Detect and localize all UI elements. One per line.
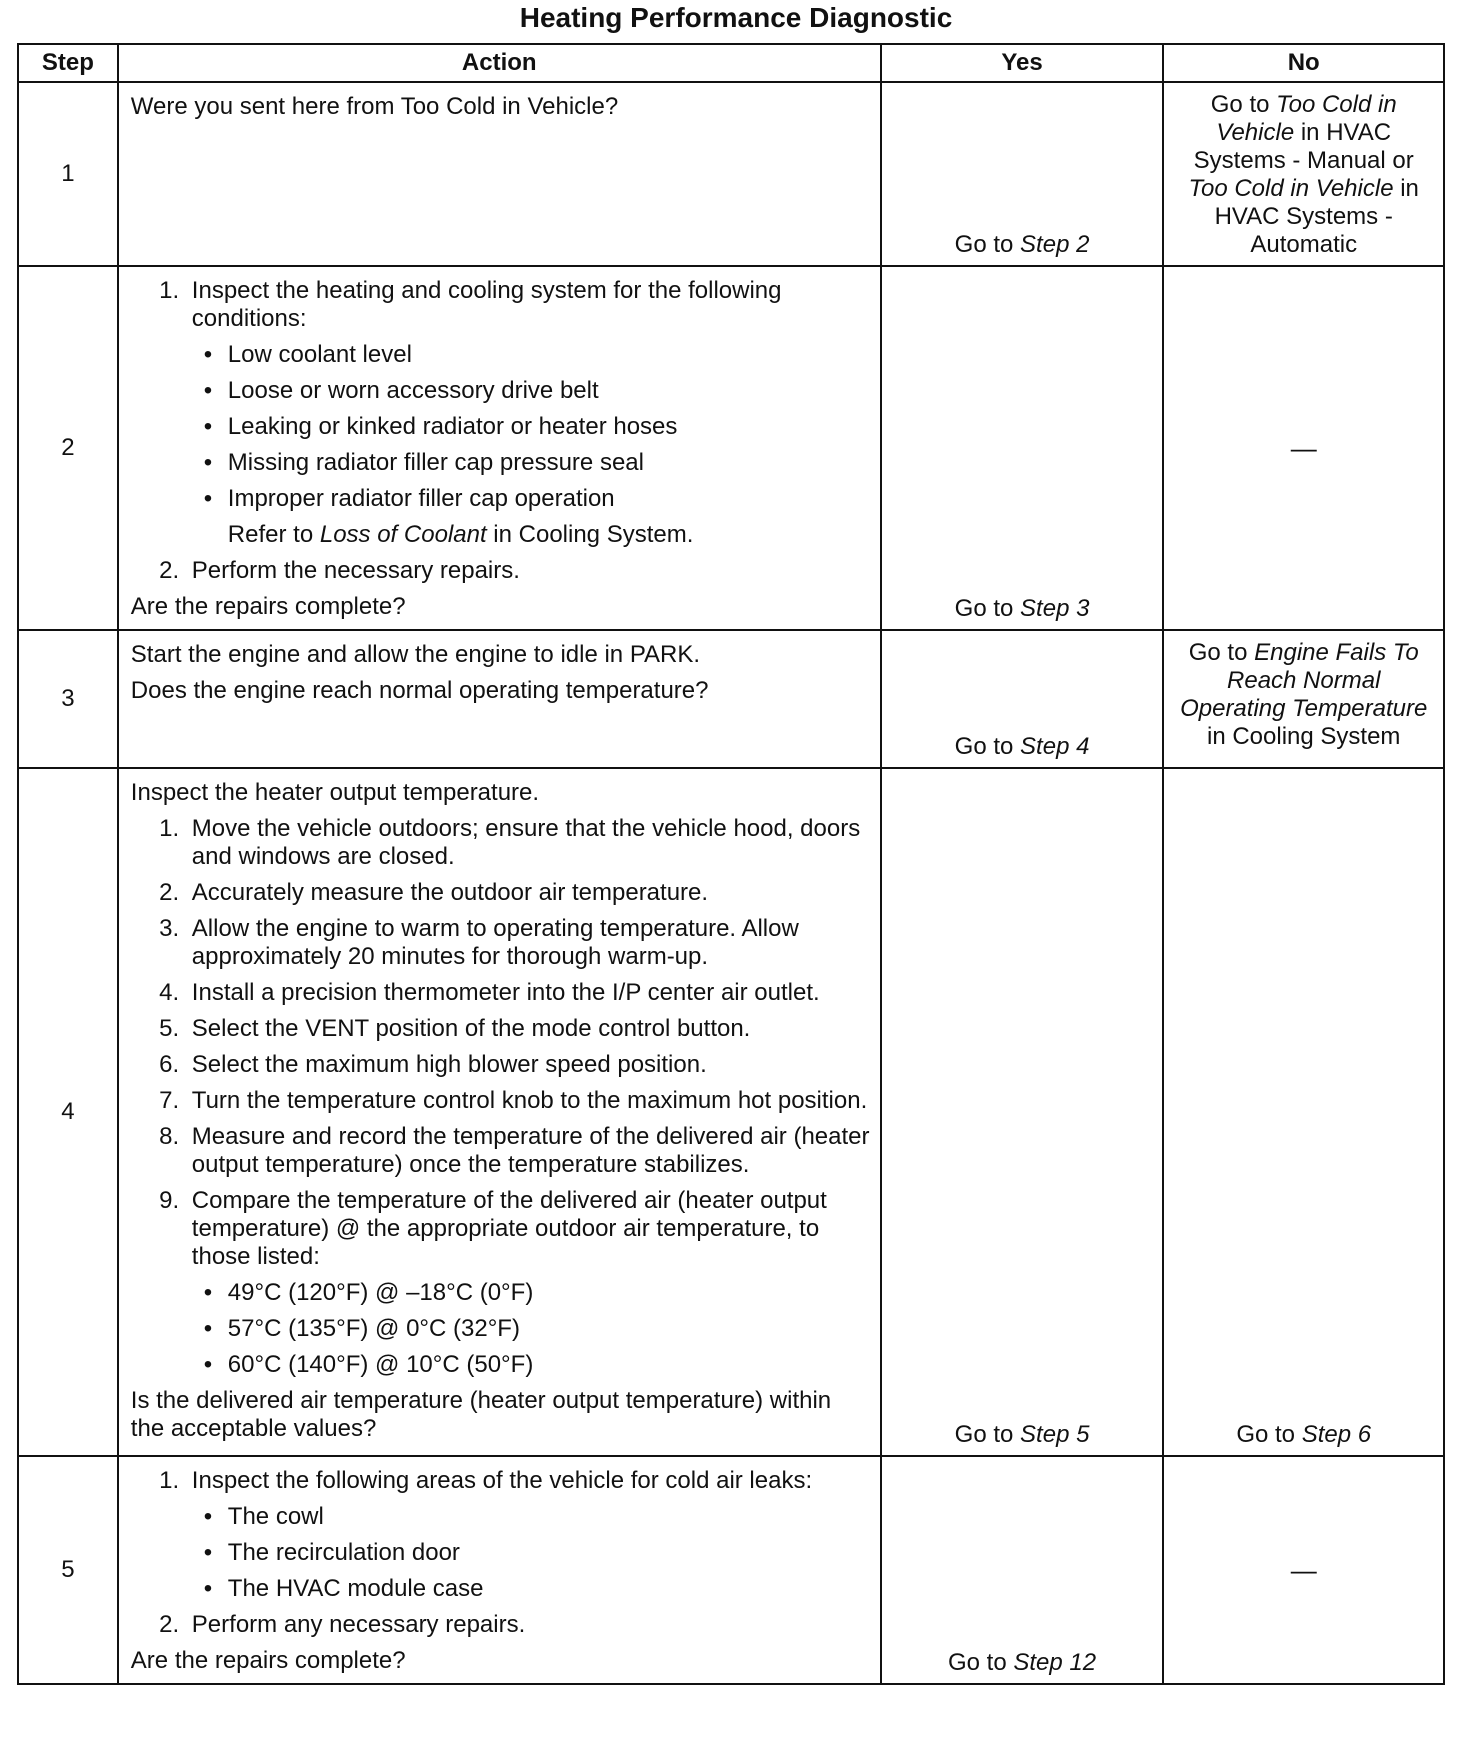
action-step-item (186, 277, 870, 549)
no-prefix: Go to (1236, 1421, 1302, 1448)
no-dash: — (1290, 1555, 1317, 1585)
action-step-item: 5. Select the VENT position of the mode control button. (186, 1015, 870, 1043)
action-step-item: 2. Accurately measure the outdoor air temperature. (186, 879, 870, 907)
no-ref-link[interactable]: Engine Fails To Reach Normal Operating Temperature (1180, 639, 1428, 722)
step-number: 1 (18, 82, 118, 266)
ref-text: Refer to (227, 521, 320, 548)
action-steps (131, 815, 870, 1379)
yes-cell (881, 266, 1164, 630)
yes-prefix: Go to (954, 733, 1021, 760)
action-step-item: 7. Turn the temperature control knob to the maximum hot position. (186, 1087, 870, 1115)
action-line: Start the engine and allow the engine to idle in PARK. (130, 641, 701, 668)
no-ref-link[interactable]: Too Cold in Vehicle (1216, 91, 1397, 146)
diagnostic-table (17, 43, 1445, 1685)
action-steps (131, 277, 870, 585)
action-question: Does the engine reach normal operating temperature? (130, 677, 709, 704)
action-step-item: 2. Perform any necessary repairs. (186, 1611, 870, 1639)
no-ref-link[interactable]: Too Cold in Vehicle (1188, 175, 1394, 202)
action-step-item (186, 1467, 870, 1603)
action-cell (118, 82, 881, 266)
reference-note (228, 521, 870, 549)
condition-item: • Loose or worn accessory drive belt (222, 377, 870, 405)
no-step-link[interactable]: Step 6 (1301, 1421, 1372, 1448)
table-row (18, 768, 1444, 1456)
yes-step-link[interactable]: Step 2 (1020, 231, 1090, 258)
yes-step-link[interactable]: Step 5 (1020, 1421, 1090, 1448)
yes-prefix: Go to (954, 1421, 1021, 1448)
condition-item: • Missing radiator filler cap pressure seal (222, 449, 870, 477)
no-text: in HVAC Systems - Manual or (1193, 119, 1414, 174)
area-item: • The cowl (222, 1503, 870, 1531)
ref-text: in Cooling System. (486, 521, 694, 548)
yes-cell (881, 768, 1164, 1456)
no-cell (1163, 1456, 1444, 1684)
table-row (18, 266, 1444, 630)
temperature-item: • 57°C (135°F) @ 0°C (32°F) (222, 1315, 870, 1343)
area-item: • The recirculation door (222, 1539, 870, 1567)
step-number: 4 (18, 768, 118, 1456)
action-step-text: Compare the temperature of the delivered air (heater output temperature) @ the appropriate outdoor air temperature, to those listed: (191, 1187, 827, 1270)
action-step-item: 6. Select the maximum high blower speed position. (186, 1051, 870, 1079)
table-row (18, 1456, 1444, 1684)
condition-item: • Improper radiator filler cap operation (222, 485, 870, 513)
condition-item: • Low coolant level (222, 341, 870, 369)
action-question: Are the repairs complete? (130, 593, 406, 620)
no-cell (1163, 82, 1444, 266)
header-no: No (1163, 44, 1444, 82)
action-step-item: 2. Perform the necessary repairs. (186, 557, 870, 585)
header-action: Action (118, 44, 881, 82)
yes-step-link[interactable]: Step 12 (1013, 1649, 1097, 1676)
action-step-item: 3. Allow the engine to warm to operating temperature. Allow approximately 20 minutes for thorough warm-up. (186, 915, 870, 971)
no-text: in HVAC Systems - Automatic (1214, 175, 1419, 258)
yes-prefix: Go to (954, 595, 1021, 622)
table-row (18, 630, 1444, 768)
action-cell (118, 1456, 881, 1684)
yes-prefix: Go to (954, 231, 1021, 258)
action-cell (118, 630, 881, 768)
no-cell (1163, 266, 1444, 630)
header-row (18, 44, 1444, 82)
ref-link[interactable]: Loss of Coolant (319, 521, 487, 548)
no-cell (1163, 630, 1444, 768)
no-dash: — (1290, 433, 1317, 463)
page-title: Heating Performance Diagnostic (519, 2, 953, 33)
action-step-item: 1. Move the vehicle outdoors; ensure that the vehicle hood, doors and windows are closed. (186, 815, 870, 871)
action-step-item: 8. Measure and record the temperature of the delivered air (heater output temperature) once the temperature stabilizes. (186, 1123, 870, 1179)
step-number: 5 (18, 1456, 118, 1684)
header-step: Step (18, 44, 118, 82)
action-question: Are the repairs complete? (130, 1647, 406, 1674)
action-question: Is the delivered air temperature (heater output temperature) within the acceptable values? (130, 1387, 832, 1442)
action-question: Were you sent here from Too Cold in Vehicle? (130, 93, 619, 120)
yes-cell (881, 82, 1164, 266)
action-step-item: 4. Install a precision thermometer into the I/P center air outlet. (186, 979, 870, 1007)
no-text: in Cooling System (1207, 723, 1401, 750)
header-yes: Yes (881, 44, 1164, 82)
yes-cell (881, 630, 1164, 768)
area-item: • The HVAC module case (222, 1575, 870, 1603)
step-number: 3 (18, 630, 118, 768)
temperature-item: • 49°C (120°F) @ –18°C (0°F) (222, 1279, 870, 1307)
yes-step-link[interactable]: Step 3 (1020, 595, 1090, 622)
action-step-item (186, 1187, 870, 1379)
action-steps (131, 1467, 870, 1639)
yes-prefix: Go to (948, 1649, 1014, 1676)
temperature-item: • 60°C (140°F) @ 10°C (50°F) (222, 1351, 870, 1379)
action-cell (118, 266, 881, 630)
no-text: Go to (1188, 639, 1255, 666)
action-cell (118, 768, 881, 1456)
step-number: 2 (18, 266, 118, 630)
no-cell (1163, 768, 1444, 1456)
table-row (18, 82, 1444, 266)
action-step-text: Inspect the following areas of the vehicle for cold air leaks: (191, 1467, 813, 1494)
area-list (192, 1503, 870, 1603)
temperature-list (192, 1279, 870, 1379)
action-step-text: Inspect the heating and cooling system for the following conditions: (191, 277, 782, 332)
no-text: Go to (1210, 91, 1277, 118)
yes-cell (881, 1456, 1164, 1684)
action-intro: Inspect the heater output temperature. (130, 779, 540, 806)
condition-item: • Leaking or kinked radiator or heater hoses (222, 413, 870, 441)
yes-step-link[interactable]: Step 4 (1020, 733, 1090, 760)
condition-list (192, 341, 870, 513)
